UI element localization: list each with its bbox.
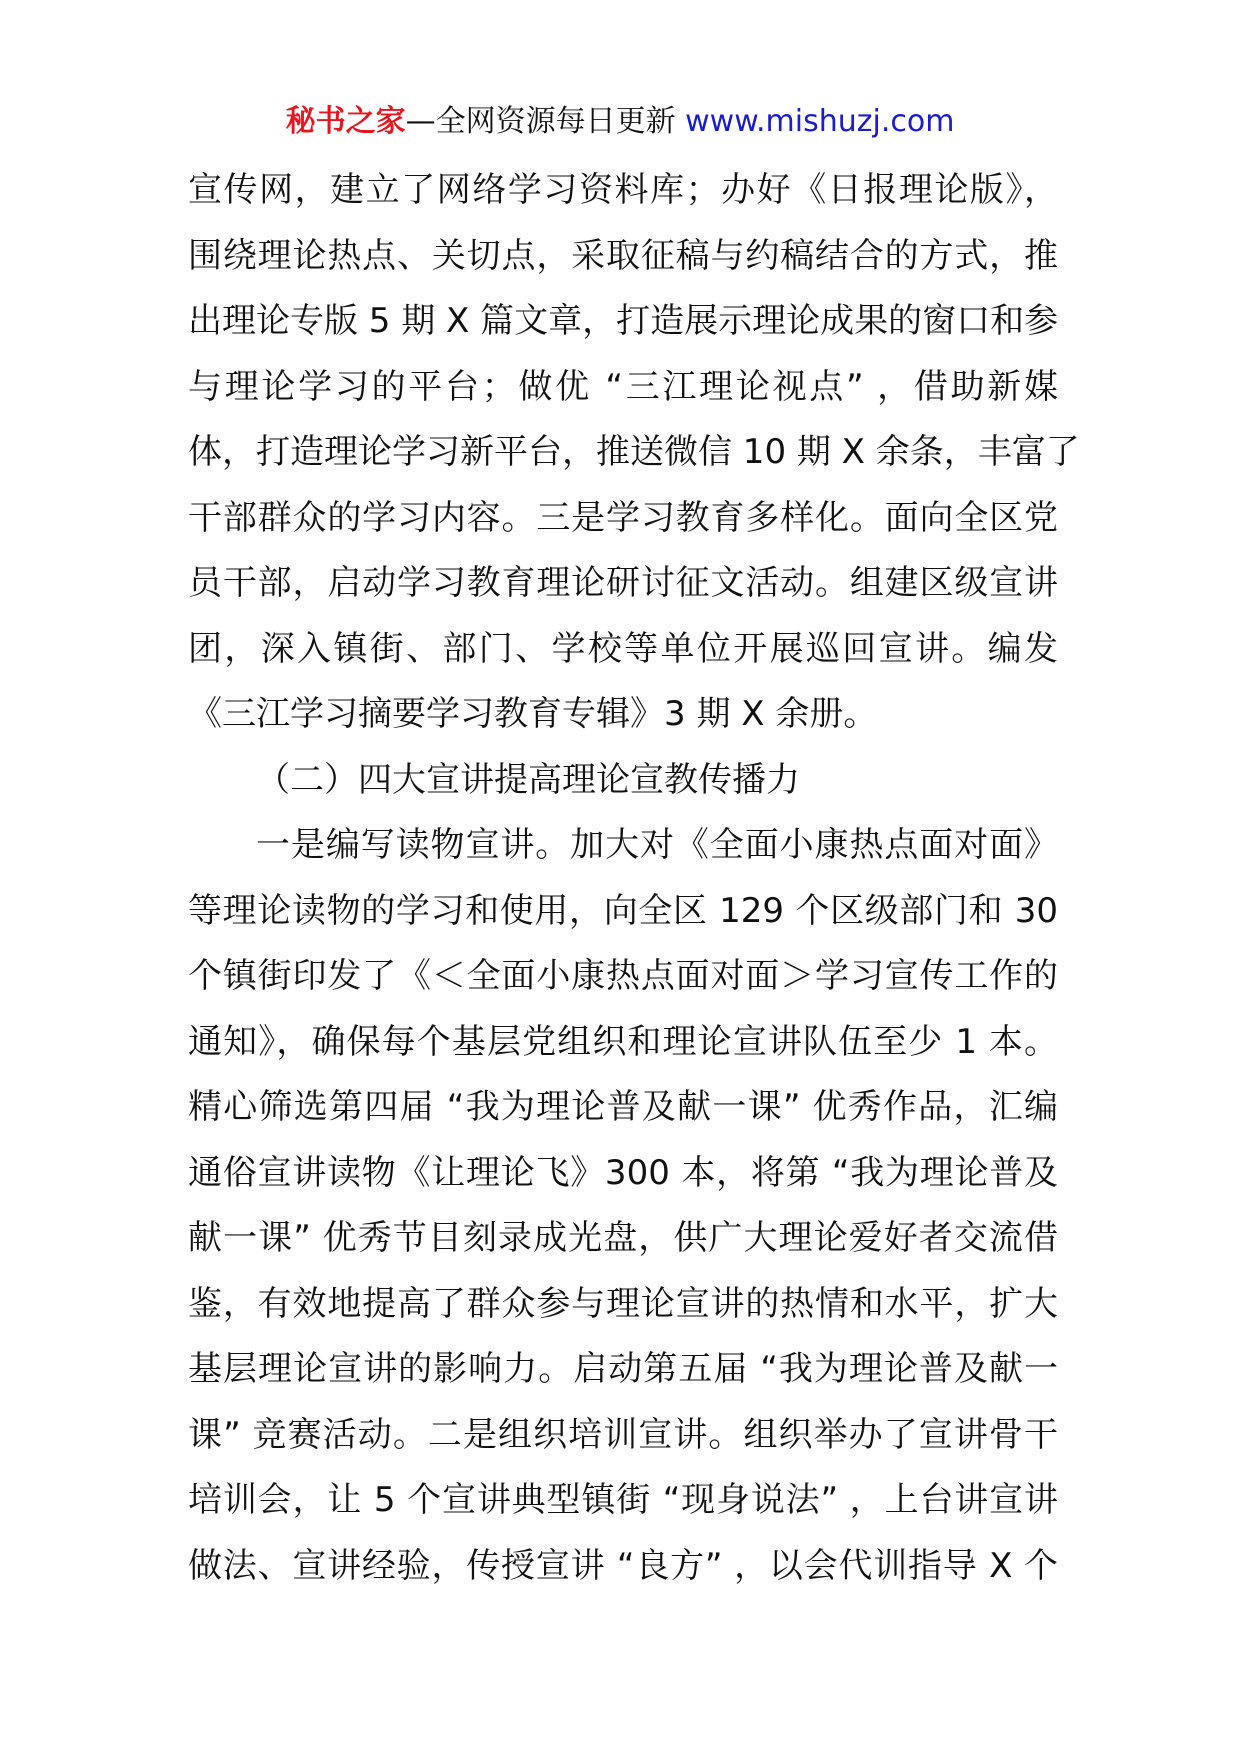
body-line: 与理论学习的平台；做优 “三江理论视点” ，借助新媒: [188, 366, 1058, 407]
body-line: 体，打造理论学习新平台，推送微信 10 期 X 余条，丰富了: [188, 432, 1080, 472]
body-line: 通俗宣讲读物《让理论飞》300 本，将第 “我为理论普及: [188, 1152, 1058, 1193]
header-slogan: —全网资源每日更新: [405, 104, 676, 139]
body-line: 等理论读物的学习和使用，向全区 129 个区级部门和 30: [188, 890, 1058, 931]
body-line: 团，深入镇街、部门、学校等单位开展巡回宣讲。编发: [188, 628, 1058, 669]
body-line: 宣传网，建立了网络学习资料库；办好《日报理论版》，: [188, 170, 1058, 210]
body-line: 干部群众的学习内容。三是学习教育多样化。面向全区党: [188, 497, 1058, 538]
body-line: 培训会，让 5 个宣讲典型镇街 “现身说法” ，上台讲宣讲: [188, 1480, 1058, 1520]
body-line: 《三江学习摘要学习教育专辑》3 期 X 余册。: [188, 694, 878, 734]
page-header: [0, 100, 1240, 144]
body-line: 出理论专版 5 期 X 篇文章，打造展示理论成果的窗口和参: [188, 301, 1059, 341]
website-link[interactable]: www.mishuzj.com: [685, 104, 955, 139]
brand-name: 秘书之家: [285, 104, 406, 139]
body-line: 精心筛选第四届 “我为理论普及献一课” 优秀作品，汇编: [188, 1087, 1058, 1127]
body-line: 献一课” 优秀节目刻录成光盘，供广大理论爱好者交流借: [188, 1218, 1058, 1258]
document-body: [188, 158, 1080, 1599]
body-line: 个镇街印发了《＜全面小康热点面对面＞学习宣传工作的: [188, 956, 1058, 996]
body-line: 通知》，确保每个基层党组织和理论宣讲队伍至少 1 本。: [188, 1021, 1058, 1062]
body-line: 基层理论宣讲的影响力。启动第五届 “我为理论普及献一: [188, 1349, 1058, 1389]
section-heading: （二）四大宣讲提高理论宣教传播力: [256, 759, 800, 800]
body-line: 员干部，启动学习教育理论研讨征文活动。组建区级宣讲: [188, 563, 1058, 603]
body-line: 做法、宣讲经验，传授宣讲 “良方” ，以会代训指导 X 个: [188, 1545, 1058, 1586]
body-line: 课” 竞赛活动。二是组织培训宣讲。组织举办了宣讲骨干: [188, 1414, 1058, 1455]
body-line: 一是编写读物宣讲。加大对《全面小康热点面对面》: [256, 825, 1058, 865]
body-line: 鉴，有效地提高了群众参与理论宣讲的热情和水平，扩大: [188, 1283, 1058, 1324]
body-line: 围绕理论热点、关切点，采取征稿与约稿结合的方式，推: [188, 235, 1058, 276]
